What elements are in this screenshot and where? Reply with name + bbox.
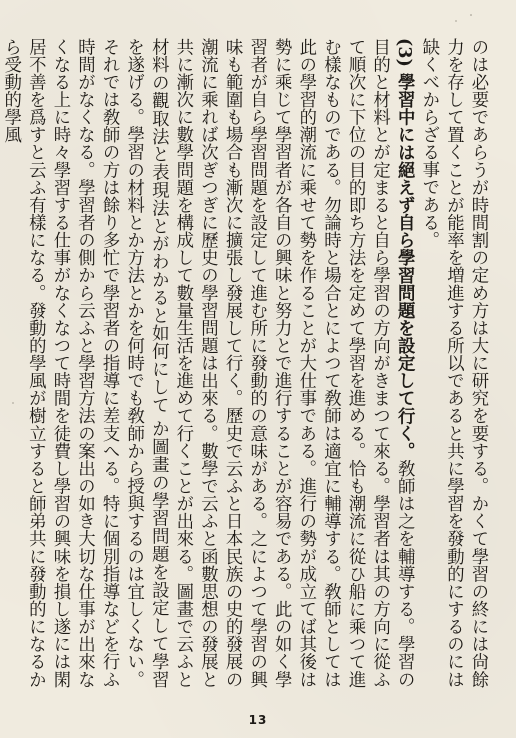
paragraph-2-text: 敎師は之を輔導する。學習の目的と材料とが定まると自ら學習の方向がきまつて來る。學習者は其の方向に從ふて順次に下位の目的即ち方法を定めて學習を進める。恰も潮流に從ひ船に乘つて進む樣なものである。勿論時と場合とによつて敎師は適宜に輔導する。敎師としては此の學習的潮流に乘せて勢を作ることが大仕事である。進行の勢が成立てば其後は勢に乘じて學習者が各自の興味と努力とで進行することが容易である。此の如く學習者が自ら學習問題を設定して進む所に發動的の意味がある。之によつて學習の興味も範圍も場合も漸次に擴張し發展して行く。歷史で云ふと日本民族の史的發展の潮流に乘れば次ぎつぎに歷史の學習問題は出來る。數學で云ふと函數思想の發展と共に漸次に數學問題を構成して數量生活を進めて行くことが出來る。圖畫で云ふと材料の觀取法と表現法とがわかると如何にして か圖畫の學習問題を設定して學習を遂げる。學習の材料とか方法とかを何時でも敎師から授與するのは宜しくない。それでは敎師の方は餘り多忙で學習者の指導に差支へる。特に個別指導などを行ふ時間がなくなる。學習者の側から云ふと學習方法の案出の如き大切な仕事が出來なくなる上に時々學習する仕事がなくなつて時間を徒費し學習の興味を損し遂には閑居不善を爲すと云ふ有樣になる。發動的學風が樹立すると師弟共に發動的になるから受動的學風 xyxy=(0,38,415,689)
paragraph-1-text: のは必要であらうが時間割の定め方は大に研究を要する。かくて學習の終には尙餘力を存して置くことが能率を増進する所以であると共に學習を發動的にするのには缺くべからざる事である。 xyxy=(418,38,488,688)
paper-speck xyxy=(12,402,14,404)
paper-speck xyxy=(455,20,457,22)
vertical-text-body xyxy=(0,38,490,689)
page-number: 13 xyxy=(248,713,268,727)
paragraph-2 xyxy=(0,38,416,688)
paper-speck xyxy=(470,14,472,16)
section-3-heading: (3) 學習中には絕えず自ら學習問題を設定して行く。 xyxy=(394,38,415,460)
paragraph-1 xyxy=(416,38,490,688)
